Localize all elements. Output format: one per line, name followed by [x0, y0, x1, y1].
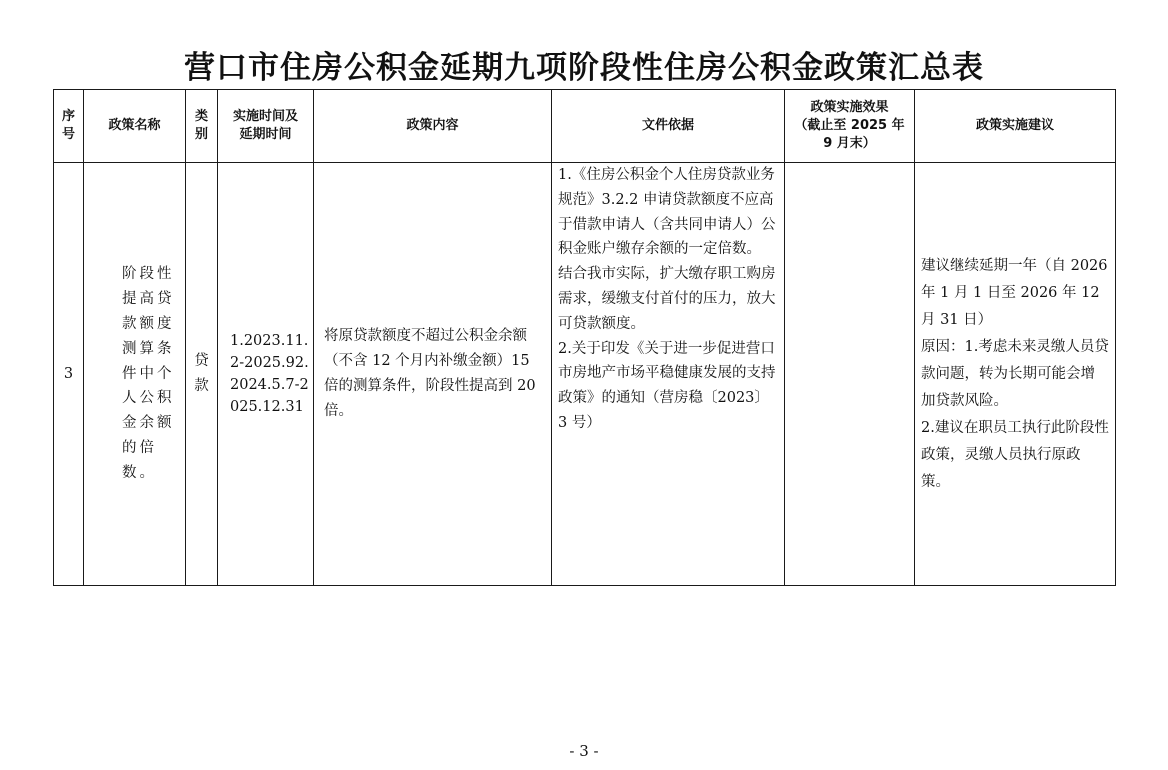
header-effect: 政策实施效果 （截止至 2025 年 9 月末） — [785, 90, 915, 163]
page-title: 营口市住房公积金延期九项阶段性住房公积金政策汇总表 — [184, 50, 984, 86]
cell-time: 1.2023.11.2-2025.92.2024.5.7-2025.12.31 — [218, 163, 314, 586]
header-content: 政策内容 — [314, 90, 552, 163]
cell-num: 3 — [54, 163, 84, 586]
table-row — [54, 163, 1116, 586]
header-num: 序 号 — [54, 90, 84, 163]
header-advice: 政策实施建议 — [915, 90, 1116, 163]
cell-advice: 建议继续延期一年（自 2026 年 1 月 1 日至 2026 年 12 月 31 日） 原因：1.考虑未来灵缴人员贷款问题，转为长期可能会增加贷款风险。 2.建议在职员工执行此阶段性政策，灵缴人员执行原政策。 — [915, 163, 1116, 586]
cell-basis: 1.《住房公积金个人住房贷款业务规范》3.2.2 申请贷款额度不应高于借款申请人（含共同申请人）公积金账户缴存余额的一定倍数。 结合我市实际，扩大缴存职工购房需求，缓缴支付首付的压力，放大可贷款额度。 2.关于印发《关于进一步促进营口市房地产市场平稳健康发展的支持政策》的通知（营房稳〔2023〕3 号） — [552, 163, 785, 586]
page-number: - 3 - — [569, 742, 599, 760]
policy-summary-table — [53, 89, 1116, 586]
table-header-row — [54, 90, 1116, 163]
header-basis: 文件依据 — [552, 90, 785, 163]
header-category: 类 别 — [186, 90, 218, 163]
header-policy-name: 政策名称 — [84, 90, 186, 163]
cell-effect — [785, 163, 915, 586]
header-time: 实施时间及 延期时间 — [218, 90, 314, 163]
cell-content: 将原贷款额度不超过公积金余额（不含 12 个月内补缴金额）15 倍的测算条件，阶段性提高到 20 倍。 — [314, 163, 552, 586]
cell-category: 贷 款 — [186, 163, 218, 586]
cell-policy-name: 阶段性提高贷款额度测算条件中个人公积金余额的倍数。 — [84, 163, 186, 586]
